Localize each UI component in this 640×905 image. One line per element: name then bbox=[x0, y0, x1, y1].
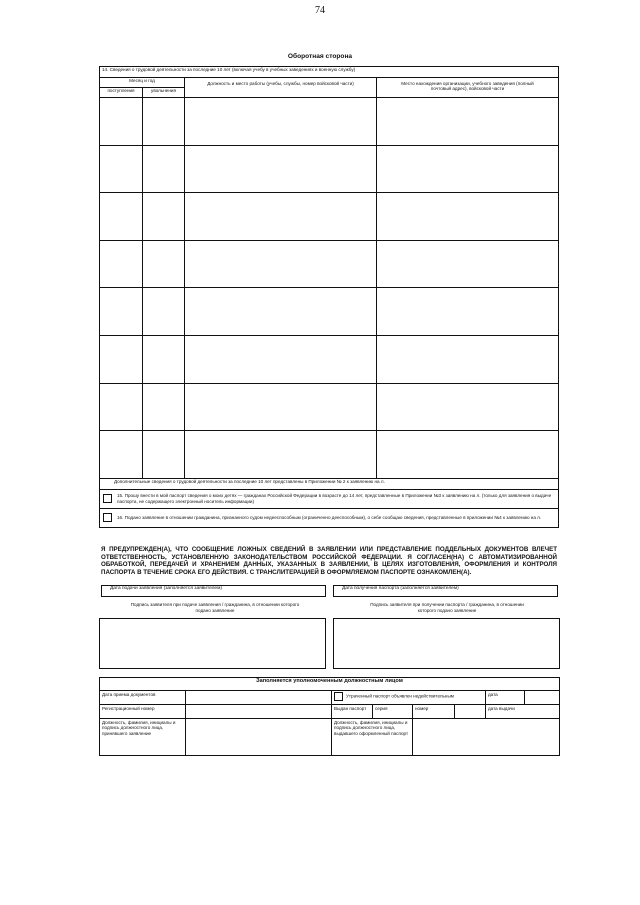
date-submit-field[interactable] bbox=[101, 585, 326, 597]
issue-date-label: дата выдачи bbox=[486, 705, 560, 719]
date-accept-label: Дата приема документов bbox=[100, 691, 186, 705]
cell-hired[interactable] bbox=[100, 193, 143, 241]
cell-position[interactable] bbox=[185, 145, 377, 193]
cell-hired[interactable] bbox=[100, 145, 143, 193]
item15-text: 15. Прошу внести в мой паспорт сведения о моих детях — гражданах Российской Федерации в возрасте до 14 лет, представленные в Приложении №3 к заявлению на л. (только для заявления о выдаче паспорта, не содержащего электронный носитель информации) bbox=[117, 493, 552, 504]
cell-fired[interactable] bbox=[143, 193, 185, 241]
acceptor-label: Должность, фамилия, инициалы и подпись должностного лица, принявшего заявление bbox=[100, 719, 186, 756]
col-month-year: Месяц и год bbox=[100, 78, 185, 88]
cell-hired[interactable] bbox=[100, 383, 143, 431]
cell-position[interactable] bbox=[185, 383, 377, 431]
number-field[interactable] bbox=[455, 705, 486, 719]
additional-note: Дополнительные сведения о трудовой деятельности за последние 10 лет представлены в Приложении № 2 к заявлению на л. bbox=[100, 478, 559, 489]
lost-passport-checkbox[interactable] bbox=[334, 692, 343, 701]
sig-submit-caption: Подпись заявителя при подаче заявления / гражданина, в отношении которого подано заявление bbox=[130, 602, 300, 613]
cell-fired[interactable] bbox=[143, 383, 185, 431]
cell-hired[interactable] bbox=[100, 335, 143, 383]
cell-fired[interactable] bbox=[143, 145, 185, 193]
cell-fired[interactable] bbox=[143, 240, 185, 288]
official-title: Заполняется уполномоченным должностным лицом bbox=[100, 678, 560, 691]
cell-fired[interactable] bbox=[143, 98, 185, 146]
item16-checkbox[interactable] bbox=[103, 513, 112, 522]
cell-position[interactable] bbox=[185, 98, 377, 146]
side-title: Оборотная сторона bbox=[287, 53, 353, 60]
item16-text: 16. Подано заявление в отношении гражданина, признанного судом недееспособным (ограниченно дееспособным), о себе сообщаю сведения, представленные в приложении №4 к заявлению на л. bbox=[117, 515, 542, 521]
section14-title: 14. Сведения о трудовой деятельности за последние 10 лет (включая учебу в учебных заведениях и военную службу) bbox=[100, 67, 559, 78]
series-label: серия bbox=[373, 705, 413, 719]
sig-receive-box[interactable] bbox=[333, 618, 560, 669]
cell-address[interactable] bbox=[377, 288, 559, 336]
cell-hired[interactable] bbox=[100, 98, 143, 146]
col-fired: увольнения bbox=[143, 88, 185, 98]
sig-submit-box[interactable] bbox=[99, 618, 326, 669]
work-history-table bbox=[99, 66, 559, 528]
date-submit-label: Дата подачи заявления (заполняется заявителем) bbox=[110, 586, 222, 591]
cell-address[interactable] bbox=[377, 193, 559, 241]
acceptor-field[interactable] bbox=[186, 719, 332, 756]
cell-address[interactable] bbox=[377, 383, 559, 431]
cell-address[interactable] bbox=[377, 145, 559, 193]
cell-address[interactable] bbox=[377, 240, 559, 288]
cell-fired[interactable] bbox=[143, 335, 185, 383]
sig-receive-caption: Подпись заявителя при получении паспорта / гражданина, в отношении которого подано заявление bbox=[370, 602, 524, 613]
issuer-label: Должность, фамилия, инициалы и подпись должностного лица, выдавшего оформленный паспорт bbox=[332, 719, 413, 756]
cell-fired[interactable] bbox=[143, 288, 185, 336]
col-position: Должность и место работы (учебы, службы, номер войсковой части) bbox=[185, 78, 377, 98]
date-field[interactable] bbox=[525, 691, 560, 705]
lost-passport-label: Утраченный паспорт объявлен недействительным bbox=[346, 693, 454, 699]
col-hired: поступления bbox=[100, 88, 143, 98]
date-accept-field[interactable] bbox=[186, 691, 332, 705]
number-label: номер bbox=[413, 705, 455, 719]
item15-checkbox[interactable] bbox=[103, 494, 112, 503]
col-address: Место нахождения организации, учебного заведения (полный почтовый адрес), войсковой части bbox=[377, 78, 559, 98]
date-receive-label: Дата получения паспорта (заполняется заявителем) bbox=[342, 586, 459, 591]
official-table bbox=[99, 677, 560, 756]
page-number: 74 bbox=[315, 5, 325, 16]
cell-position[interactable] bbox=[185, 193, 377, 241]
cell-address[interactable] bbox=[377, 98, 559, 146]
reg-number-field[interactable] bbox=[186, 705, 332, 719]
date-receive-field[interactable] bbox=[333, 585, 558, 597]
date-label: дата bbox=[486, 691, 525, 705]
cell-fired[interactable] bbox=[143, 431, 185, 479]
cell-hired[interactable] bbox=[100, 240, 143, 288]
warning-text: Я ПРЕДУПРЕЖДЕН(А), ЧТО СООБЩЕНИЕ ЛОЖНЫХ СВЕДЕНИЙ В ЗАЯВЛЕНИИ ИЛИ ПРЕДСТАВЛЕНИЕ ПОДДЕЛЬНЫХ ДОКУМЕНТОВ ВЛЕЧЕТ ОТВЕТСТВЕННОСТЬ, УСТАНОВЛЕННУЮ ЗАКОНОДАТЕЛЬСТВОМ РОССИЙСКОЙ ФЕДЕРАЦИИ. Я СОГЛАСЕН(НА) С АВТОМАТИЗИРОВАННОЙ ОБРАБОТКОЙ, ПЕРЕДАЧЕЙ И ХРАНЕНИЕМ ДАННЫХ, УКАЗАННЫХ В ЗАЯВЛЕНИИ, В ЦЕЛЯХ ИЗГОТОВЛЕНИЯ, ОФОРМЛЕНИЯ И КОНТРОЛЯ ПАСПОРТА В ТЕЧЕНИЕ СРОКА ЕГО ДЕЙСТВИЯ. С ТРАНСЛИТЕРАЦИЕЙ В ОФОРМЛЯЕМОМ ПАСПОРТЕ ОЗНАКОМЛЕН(А). bbox=[101, 546, 557, 576]
cell-address[interactable] bbox=[377, 335, 559, 383]
cell-position[interactable] bbox=[185, 240, 377, 288]
cell-address[interactable] bbox=[377, 431, 559, 479]
cell-hired[interactable] bbox=[100, 288, 143, 336]
cell-position[interactable] bbox=[185, 431, 377, 479]
cell-position[interactable] bbox=[185, 335, 377, 383]
issuer-field[interactable] bbox=[413, 719, 560, 756]
cell-hired[interactable] bbox=[100, 431, 143, 479]
reg-number-label: Регистрационный номер bbox=[100, 705, 186, 719]
cell-position[interactable] bbox=[185, 288, 377, 336]
issued-label: Выдан паспорт bbox=[332, 705, 373, 719]
